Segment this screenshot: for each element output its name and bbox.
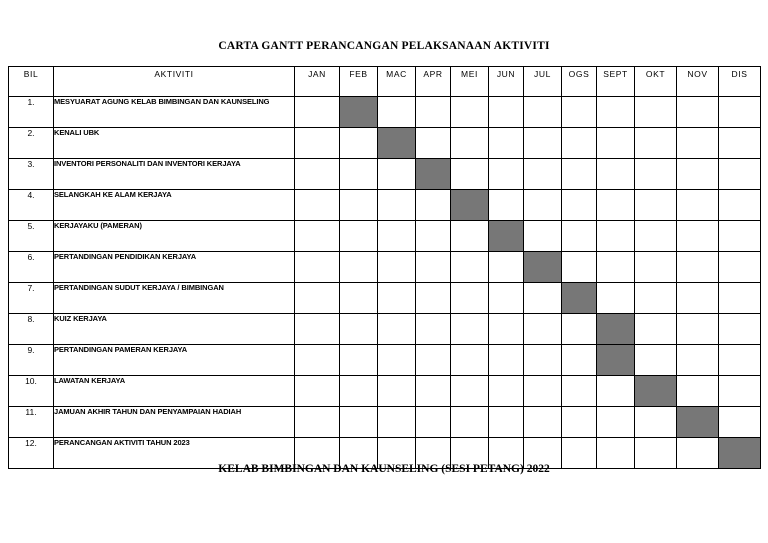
month-cell: [416, 314, 451, 345]
scheduled-cell: [489, 221, 524, 252]
activity-name: PERANCANGAN AKTIVITI TAHUN 2023: [54, 438, 295, 469]
month-cell: [562, 376, 597, 407]
chart-title: CARTA GANTT PERANCANGAN PELAKSANAAN AKTIVITI: [218, 40, 550, 52]
footer-title: KELAB BIMBINGAN DAN KAUNSELING (SESI PETANG) 2022: [218, 463, 550, 475]
header-month-ogs: OGS: [562, 67, 597, 97]
month-cell: [677, 314, 719, 345]
header-month-dis: DIS: [719, 67, 761, 97]
month-cell: [340, 283, 378, 314]
month-cell: [635, 159, 677, 190]
row-number: 7.: [9, 283, 54, 314]
month-cell: [489, 407, 524, 438]
scheduled-cell: [677, 407, 719, 438]
month-cell: [597, 376, 635, 407]
month-cell: [378, 159, 416, 190]
month-cell: [524, 159, 562, 190]
month-cell: [340, 314, 378, 345]
month-cell: [295, 190, 340, 221]
month-cell: [378, 283, 416, 314]
month-cell: [340, 190, 378, 221]
scheduled-cell: [416, 159, 451, 190]
month-cell: [340, 252, 378, 283]
month-cell: [489, 159, 524, 190]
month-cell: [524, 314, 562, 345]
table-row: [9, 190, 761, 221]
month-cell: [677, 252, 719, 283]
month-cell: [597, 190, 635, 221]
month-cell: [451, 97, 489, 128]
month-cell: [416, 252, 451, 283]
month-cell: [295, 159, 340, 190]
month-cell: [416, 345, 451, 376]
row-number: 3.: [9, 159, 54, 190]
month-cell: [562, 97, 597, 128]
month-cell: [562, 221, 597, 252]
month-cell: [524, 345, 562, 376]
month-cell: [378, 345, 416, 376]
month-cell: [451, 376, 489, 407]
month-cell: [451, 407, 489, 438]
month-cell: [489, 345, 524, 376]
month-cell: [635, 345, 677, 376]
month-cell: [524, 190, 562, 221]
month-cell: [635, 407, 677, 438]
month-cell: [295, 345, 340, 376]
month-cell: [719, 345, 761, 376]
scheduled-cell: [340, 97, 378, 128]
month-cell: [719, 283, 761, 314]
month-cell: [597, 159, 635, 190]
header-month-jun: JUN: [489, 67, 524, 97]
table-row: [9, 283, 761, 314]
month-cell: [340, 159, 378, 190]
month-cell: [719, 376, 761, 407]
scheduled-cell: [562, 283, 597, 314]
month-cell: [677, 190, 719, 221]
header-aktiviti: AKTIVITI: [54, 67, 295, 97]
month-cell: [677, 221, 719, 252]
month-cell: [295, 97, 340, 128]
month-cell: [524, 97, 562, 128]
month-cell: [597, 128, 635, 159]
month-cell: [489, 314, 524, 345]
row-number: 2.: [9, 128, 54, 159]
table-row: [9, 221, 761, 252]
activity-name: MESYUARAT AGUNG KELAB BIMBINGAN DAN KAUNSELING: [54, 97, 295, 128]
month-cell: [562, 345, 597, 376]
header-month-apr: APR: [416, 67, 451, 97]
month-cell: [451, 252, 489, 283]
gantt-table: [8, 66, 761, 469]
scheduled-cell: [524, 252, 562, 283]
gantt-body: [9, 97, 761, 469]
month-cell: [635, 252, 677, 283]
table-row: [9, 376, 761, 407]
month-cell: [416, 283, 451, 314]
scheduled-cell: [451, 190, 489, 221]
header-month-sept: SEPT: [597, 67, 635, 97]
month-cell: [416, 221, 451, 252]
activity-name: INVENTORI PERSONALITI DAN INVENTORI KERJAYA: [54, 159, 295, 190]
month-cell: [416, 376, 451, 407]
table-row: [9, 252, 761, 283]
row-number: 5.: [9, 221, 54, 252]
month-cell: [562, 252, 597, 283]
activity-name: KERJAYAKU (PAMERAN): [54, 221, 295, 252]
month-cell: [295, 407, 340, 438]
month-cell: [489, 376, 524, 407]
month-cell: [451, 128, 489, 159]
month-cell: [562, 190, 597, 221]
month-cell: [451, 345, 489, 376]
month-cell: [524, 376, 562, 407]
month-cell: [416, 190, 451, 221]
scheduled-cell: [597, 314, 635, 345]
month-cell: [416, 407, 451, 438]
activity-name: PERTANDINGAN SUDUT KERJAYA / BIMBINGAN: [54, 283, 295, 314]
month-cell: [719, 314, 761, 345]
month-cell: [340, 376, 378, 407]
scheduled-cell: [597, 345, 635, 376]
scheduled-cell: [635, 376, 677, 407]
month-cell: [562, 159, 597, 190]
header-row: [9, 67, 761, 97]
month-cell: [489, 128, 524, 159]
month-cell: [719, 159, 761, 190]
month-cell: [451, 159, 489, 190]
row-number: 1.: [9, 97, 54, 128]
activity-name: LAWATAN KERJAYA: [54, 376, 295, 407]
row-number: 11.: [9, 407, 54, 438]
month-cell: [597, 252, 635, 283]
header-month-jan: JAN: [295, 67, 340, 97]
month-cell: [489, 97, 524, 128]
row-number: 12.: [9, 438, 54, 469]
header-month-okt: OKT: [635, 67, 677, 97]
activity-name: SELANGKAH KE ALAM KERJAYA: [54, 190, 295, 221]
month-cell: [635, 128, 677, 159]
month-cell: [295, 376, 340, 407]
month-cell: [416, 128, 451, 159]
month-cell: [635, 314, 677, 345]
month-cell: [524, 407, 562, 438]
table-row: [9, 407, 761, 438]
month-cell: [597, 407, 635, 438]
month-cell: [295, 314, 340, 345]
month-cell: [489, 283, 524, 314]
month-cell: [597, 97, 635, 128]
month-cell: [524, 128, 562, 159]
month-cell: [597, 221, 635, 252]
month-cell: [635, 190, 677, 221]
month-cell: [635, 221, 677, 252]
month-cell: [451, 314, 489, 345]
header-month-mac: MAC: [378, 67, 416, 97]
header-month-mei: MEI: [451, 67, 489, 97]
month-cell: [524, 221, 562, 252]
month-cell: [719, 252, 761, 283]
month-cell: [340, 345, 378, 376]
month-cell: [677, 159, 719, 190]
month-cell: [635, 97, 677, 128]
row-number: 8.: [9, 314, 54, 345]
activity-name: JAMUAN AKHIR TAHUN DAN PENYAMPAIAN HADIAH: [54, 407, 295, 438]
month-cell: [677, 345, 719, 376]
row-number: 6.: [9, 252, 54, 283]
month-cell: [719, 190, 761, 221]
row-number: 4.: [9, 190, 54, 221]
scheduled-cell: [378, 128, 416, 159]
header-month-nov: NOV: [677, 67, 719, 97]
header-month-feb: FEB: [340, 67, 378, 97]
month-cell: [677, 376, 719, 407]
month-cell: [295, 221, 340, 252]
month-cell: [562, 128, 597, 159]
activity-name: KENALI UBK: [54, 128, 295, 159]
month-cell: [562, 314, 597, 345]
month-cell: [378, 190, 416, 221]
table-row: [9, 345, 761, 376]
month-cell: [524, 283, 562, 314]
month-cell: [719, 221, 761, 252]
row-number: 9.: [9, 345, 54, 376]
month-cell: [340, 128, 378, 159]
month-cell: [295, 128, 340, 159]
month-cell: [295, 252, 340, 283]
header-month-jul: JUL: [524, 67, 562, 97]
month-cell: [597, 283, 635, 314]
activity-name: PERTANDINGAN PAMERAN KERJAYA: [54, 345, 295, 376]
activity-name: PERTANDINGAN PENDIDIKAN KERJAYA: [54, 252, 295, 283]
month-cell: [677, 283, 719, 314]
month-cell: [295, 283, 340, 314]
month-cell: [378, 221, 416, 252]
month-cell: [677, 97, 719, 128]
table-row: [9, 314, 761, 345]
table-row: [9, 159, 761, 190]
month-cell: [340, 407, 378, 438]
month-cell: [677, 128, 719, 159]
header-bil: BIL: [9, 67, 54, 97]
month-cell: [719, 407, 761, 438]
month-cell: [378, 376, 416, 407]
activity-name: KUIZ KERJAYA: [54, 314, 295, 345]
table-row: [9, 128, 761, 159]
month-cell: [340, 221, 378, 252]
month-cell: [378, 314, 416, 345]
month-cell: [378, 407, 416, 438]
table-row: [9, 97, 761, 128]
month-cell: [378, 97, 416, 128]
month-cell: [635, 283, 677, 314]
month-cell: [489, 252, 524, 283]
month-cell: [719, 128, 761, 159]
month-cell: [562, 407, 597, 438]
month-cell: [489, 190, 524, 221]
month-cell: [719, 97, 761, 128]
month-cell: [378, 252, 416, 283]
row-number: 10.: [9, 376, 54, 407]
month-cell: [451, 221, 489, 252]
month-cell: [416, 97, 451, 128]
month-cell: [451, 283, 489, 314]
